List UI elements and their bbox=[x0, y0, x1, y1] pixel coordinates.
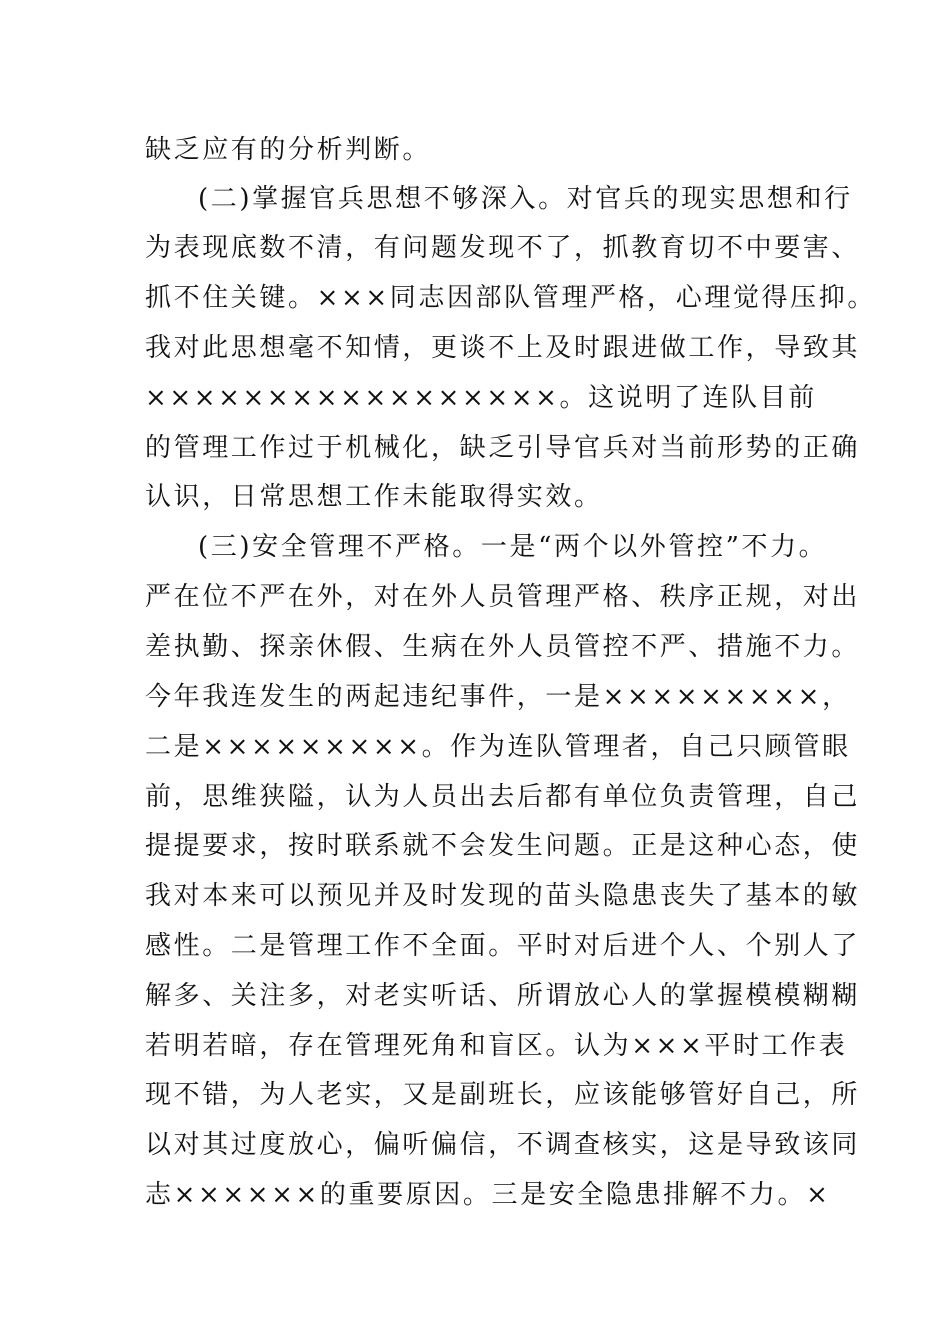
text-line: 二是×××××××××。作为连队管理者，自己只顾管眼 bbox=[145, 732, 851, 762]
text-line: 感性。二是管理工作不全面。平时对后进个人、个别人了 bbox=[145, 931, 861, 961]
text-line: 解多、关注多，对老实听话、所谓放心人的掌握模模糊糊 bbox=[145, 981, 861, 1011]
text-line: 抓不住关键。×××同志因部队管理严格，心理觉得压抑。 bbox=[145, 283, 876, 313]
section-heading-line: (二)掌握官兵思想不够深入。对官兵的现实思想和行 bbox=[198, 184, 853, 214]
section-heading-line: (三)安全管理不严格。一是“两个以外管控”不力。 bbox=[198, 532, 828, 562]
text-line: 我对本来可以预见并及时发现的苗头隐患丧失了基本的敏 bbox=[145, 881, 861, 911]
text-line: 的管理工作过于机械化，缺乏引导官兵对当前形势的正确 bbox=[145, 433, 861, 463]
text-line: 以对其过度放心，偏听偏信，不调查核实，这是导致该同 bbox=[145, 1130, 861, 1160]
text-line: 差执勤、探亲休假、生病在外人员管控不严、措施不力。 bbox=[145, 632, 861, 662]
text-line: 前，思维狭隘，认为人员出去后都有单位负责管理，自己 bbox=[145, 782, 861, 812]
text-line: 我对此思想毫不知情，更谈不上及时跟进做工作，导致其 bbox=[145, 333, 861, 363]
text-line: 认识，日常思想工作未能取得实效。 bbox=[145, 482, 603, 512]
text-line: ×××××××××××××××××。这说明了连队目前 bbox=[145, 383, 817, 413]
text-line: 为表现底数不清，有问题发现不了，抓教育切不中要害、 bbox=[145, 233, 861, 263]
text-line: 严在位不严在外，对在外人员管理严格、秩序正规，对出 bbox=[145, 582, 861, 612]
text-line: 若明若暗，存在管理死角和盲区。认为×××平时工作表 bbox=[145, 1031, 848, 1061]
text-line: 现不错，为人老实，又是副班长，应该能够管好自己，所 bbox=[145, 1080, 861, 1110]
text-line: 志××××××的重要原因。三是安全隐患排解不力。× bbox=[145, 1180, 831, 1210]
text-line: 缺乏应有的分析判断。 bbox=[145, 135, 432, 165]
text-line: 提提要求，按时联系就不会发生问题。正是这种心态，使 bbox=[145, 831, 861, 861]
text-line: 今年我连发生的两起违纪事件，一是×××××××××， bbox=[145, 682, 851, 712]
